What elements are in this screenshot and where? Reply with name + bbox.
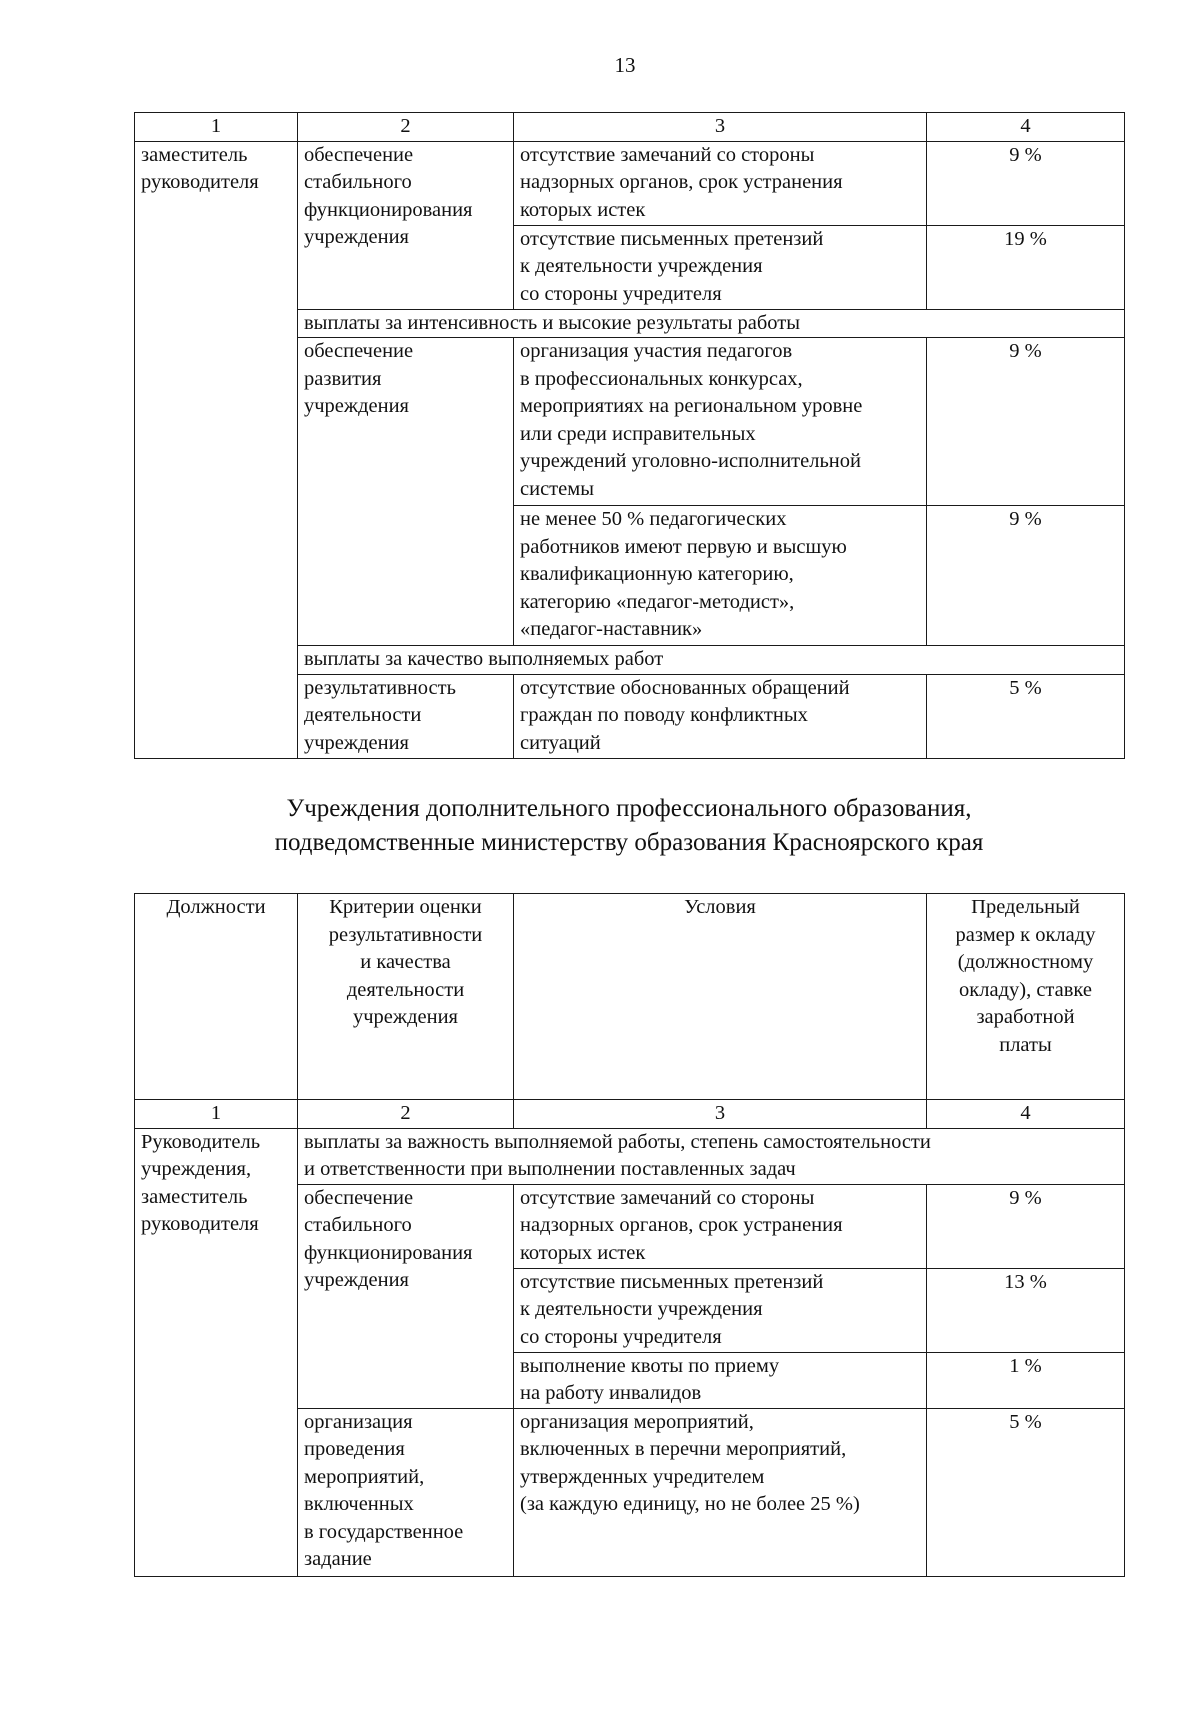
col-number-4: 4 [927, 1100, 1125, 1129]
condition-cell: отсутствие письменных претензий к деятельности учреждения со стороны учредителя [514, 225, 927, 309]
section-row-importance: выплаты за важность выполняемой работы, степень самостоятельности и ответственности при выполнении поставленных задач [298, 1128, 1125, 1184]
col-number-1: 1 [135, 113, 298, 142]
section-row-intensity: выплаты за интенсивность и высокие результаты работы [298, 309, 1125, 338]
position-cell: Руководитель учреждения, заместитель руководителя [135, 1128, 298, 1576]
criterion-cell: организация проведения мероприятий, включенных в государственное задание [298, 1408, 514, 1576]
col-number-4: 4 [927, 113, 1125, 142]
header-conditions: Условия [514, 894, 927, 1100]
section-title: Учреждения дополнительного профессионального образования, подведомственные министерству образования Красноярского края [274, 795, 984, 856]
value-cell: 19 % [927, 225, 1125, 309]
condition-cell: организация участия педагогов в профессиональных конкурсах, мероприятиях на региональном уровне или среди исправительных учреждений уголовно-исполнительной системы [514, 338, 927, 506]
condition-cell: отсутствие письменных претензий к деятельности учреждения со стороны учредителя [514, 1268, 927, 1352]
condition-cell: отсутствие обоснованных обращений граждан по поводу конфликтных ситуаций [514, 674, 927, 758]
criterion-cell: обеспечение развития учреждения [298, 338, 514, 646]
criteria-table-1 [134, 112, 1125, 759]
criteria-table-2 [134, 893, 1125, 1577]
header-positions: Должности [135, 894, 298, 1100]
value-cell: 9 % [927, 1184, 1125, 1268]
condition-cell: организация мероприятий, включенных в перечни мероприятий, утвержденных учредителем (за каждую единицу, но не более 25 %) [514, 1408, 927, 1576]
col-number-3: 3 [514, 113, 927, 142]
value-cell: 13 % [927, 1268, 1125, 1352]
col-number-3: 3 [514, 1100, 927, 1129]
condition-cell: отсутствие замечаний со стороны надзорных органов, срок устранения которых истек [514, 1184, 927, 1268]
value-cell: 9 % [927, 141, 1125, 225]
criterion-cell: обеспечение стабильного функционирования учреждения [298, 141, 514, 309]
position-cell: заместитель руководителя [135, 141, 298, 758]
condition-cell: выполнение квоты по приему на работу инвалидов [514, 1352, 927, 1408]
col-number-2: 2 [298, 113, 514, 142]
value-cell: 9 % [927, 338, 1125, 506]
section-row-quality: выплаты за качество выполняемых работ [298, 646, 1125, 675]
criterion-cell: результативность деятельности учреждения [298, 674, 514, 758]
criterion-cell: обеспечение стабильного функционирования учреждения [298, 1184, 514, 1408]
header-criteria: Критерии оценки результативности и качества деятельности учреждения [298, 894, 514, 1100]
page-number: 13 [614, 53, 636, 77]
value-cell: 1 % [927, 1352, 1125, 1408]
header-max-size: Предельный размер к окладу (должностному окладу), ставке заработной платы [927, 894, 1125, 1100]
col-number-1: 1 [135, 1100, 298, 1129]
condition-cell: не менее 50 % педагогических работников имеют первую и высшую квалификационную категорию, категорию «педагог-методист», «педагог-наставник» [514, 506, 927, 646]
col-number-2: 2 [298, 1100, 514, 1129]
condition-cell: отсутствие замечаний со стороны надзорных органов, срок устранения которых истек [514, 141, 927, 225]
value-cell: 5 % [927, 1408, 1125, 1576]
value-cell: 9 % [927, 506, 1125, 646]
value-cell: 5 % [927, 674, 1125, 758]
